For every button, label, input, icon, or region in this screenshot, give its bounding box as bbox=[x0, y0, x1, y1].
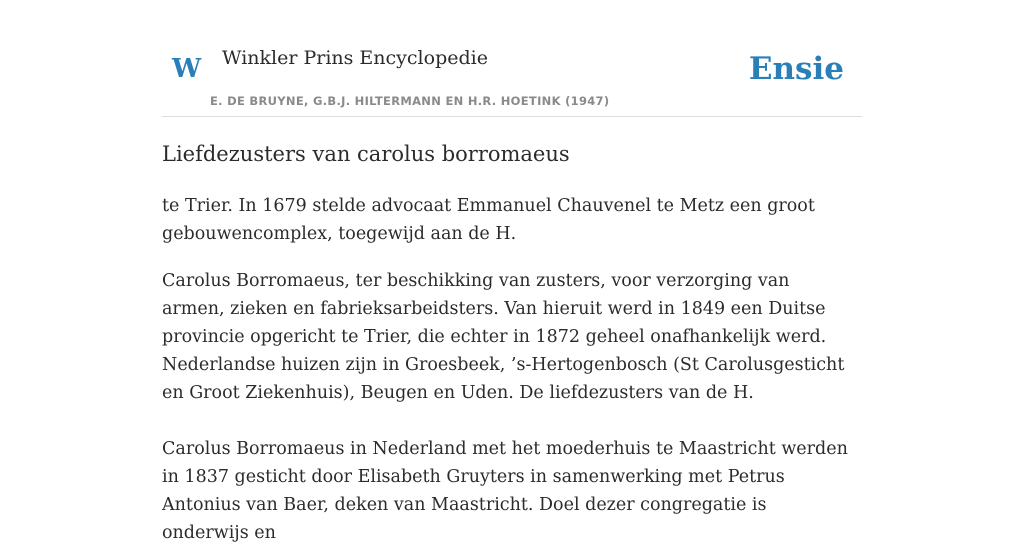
winkler-prins-logo[interactable]: W bbox=[172, 54, 202, 84]
ensie-brand-logo[interactable]: Ensie bbox=[748, 51, 844, 87]
site-header bbox=[162, 0, 862, 117]
article bbox=[162, 138, 852, 547]
article-title: Liefdezusters van carolus borromaeus bbox=[162, 142, 570, 166]
article-paragraph: Carolus Borromaeus in Nederland met het moederhuis te Maastricht werden in 1837 gesticht door Elisabeth Gruyters in samenwerking met Petrus Antonius van Baer, deken van Maastricht. Doel dezer congregatie is onderwijs en bbox=[162, 439, 848, 543]
encyclopedia-title[interactable]: Winkler Prins Encyclopedie bbox=[222, 47, 488, 69]
article-paragraph: Carolus Borromaeus, ter beschikking van zusters, voor verzorging van armen, zieken en fabrieksarbeidsters. Van hieruit werd in 1849 een Duitse provincie opgericht te Trier, die echter in 1872 geheel onafhankelijk werd. Nederlandse huizen zijn in Groesbeek, ’s-Hertogenbosch (St Carolusgesticht en Groot Ziekenhuis), Beugen en Uden. De liefdezusters van de H. bbox=[162, 271, 845, 403]
encyclopedia-authors: E. DE BRUYNE, G.B.J. HILTERMANN EN H.R. HOETINK (1947) bbox=[210, 94, 610, 108]
article-paragraph: te Trier. In 1679 stelde advocaat Emmanuel Chauvenel te Metz een groot gebouwencomplex, toegewijd aan de H. bbox=[162, 196, 815, 244]
